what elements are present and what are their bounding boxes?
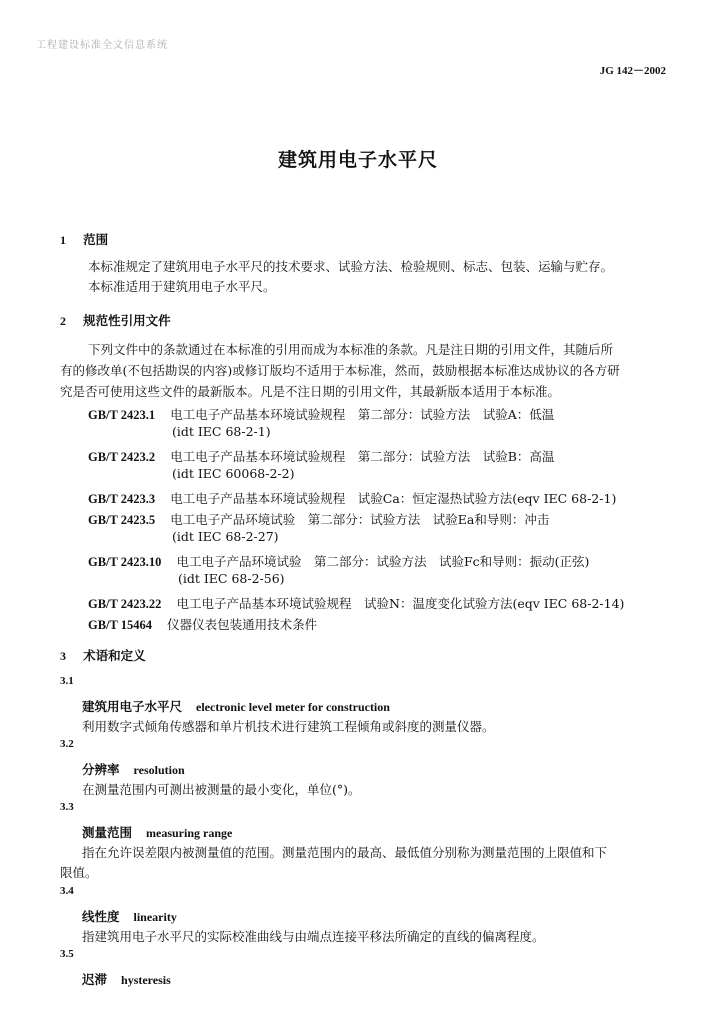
reference-code: GB/T 15464 <box>88 618 153 632</box>
paragraph-line: 有的修改单(不包括勘误的内容)或修订版均不适用于本标准，然而，鼓励根据本标准达成协议的各方研 <box>60 363 620 378</box>
reference-code: GB/T 2423.5 <box>88 513 156 527</box>
section-2-heading <box>60 310 171 329</box>
term-english: measuring range <box>146 826 233 840</box>
reference-item <box>88 404 554 423</box>
term-heading <box>82 696 390 715</box>
paragraph-line: 究是否可使用这些文件的最新版本。凡是不注日期的引用文件，其最新版本适用于本标准。 <box>60 384 561 399</box>
term-english: resolution <box>133 763 185 777</box>
reference-equivalent: (idt IEC 60068-2-2) <box>172 466 295 481</box>
reference-code: GB/T 2423.1 <box>88 408 156 422</box>
term-english: hysteresis <box>121 973 171 987</box>
reference-code: GB/T 2423.22 <box>88 597 162 611</box>
reference-item <box>88 509 549 528</box>
section-title: 范围 <box>83 232 109 247</box>
section-number: 1 <box>60 233 66 247</box>
reference-equivalent: (idt IEC 68-2-27) <box>172 529 279 544</box>
watermark-text: 工程建设标准全文信息系统 <box>36 40 168 51</box>
reference-code: GB/T 2423.2 <box>88 450 156 464</box>
term-heading <box>82 759 185 778</box>
paragraph-line: 本标准适用于建筑用电子水平尺。 <box>88 279 276 294</box>
section-number: 2 <box>60 314 66 328</box>
term-chinese: 线性度 <box>82 909 120 924</box>
term-heading <box>82 822 232 841</box>
term-definition: 利用数字式倾角传感器和单片机技术进行建筑工程倾角或斜度的测量仪器。 <box>82 719 495 734</box>
term-number: 3.5 <box>60 948 74 960</box>
term-definition: 指建筑用电子水平尺的实际校准曲线与由端点连接平移法所确定的直线的偏离程度。 <box>82 929 545 944</box>
section-title: 术语和定义 <box>83 648 146 663</box>
reference-equivalent: (idt IEC 68-2-56) <box>178 571 285 586</box>
page-title: 建筑用电子水平尺 <box>277 149 438 171</box>
reference-title: 电工电子产品基本环境试验规程 第二部分：试验方法 试验A：低温 <box>170 407 555 422</box>
paragraph-line: 下列文件中的条款通过在本标准的引用而成为本标准的条款。凡是注日期的引用文件，其随后所 <box>88 342 614 357</box>
reference-equivalent: (idt IEC 68-2-1) <box>172 424 271 439</box>
term-heading <box>82 969 171 988</box>
term-number: 3.2 <box>60 738 74 750</box>
reference-code: GB/T 2423.3 <box>88 492 156 506</box>
term-number: 3.3 <box>60 801 74 813</box>
reference-item <box>88 614 317 633</box>
term-definition-continued: 限值。 <box>60 865 98 880</box>
term-english: linearity <box>133 910 177 924</box>
term-definition: 指在允许误差限内被测量值的范围。测量范围内的最高、最低值分别称为测量范围的上限值和下 <box>82 845 608 860</box>
section-1-heading <box>60 229 108 248</box>
reference-title: 电工电子产品基本环境试验规程 试验N：温度变化试验方法(eqv IEC 68-2-14) <box>176 596 625 611</box>
term-definition: 在测量范围内可测出被测量的最小变化，单位(°)。 <box>82 782 361 797</box>
term-chinese: 迟滞 <box>82 972 108 987</box>
term-heading <box>82 906 177 925</box>
term-number: 3.1 <box>60 675 74 687</box>
term-chinese: 测量范围 <box>82 825 133 840</box>
reference-title: 电工电子产品环境试验 第二部分：试验方法 试验Ea和导则：冲击 <box>170 512 550 527</box>
section-3-heading <box>60 645 146 664</box>
reference-title: 仪器仪表包装通用技术条件 <box>167 617 318 632</box>
paragraph-line: 本标准规定了建筑用电子水平尺的技术要求、试验方法、检验规则、标志、包装、运输与贮存。 <box>88 259 614 274</box>
term-chinese: 建筑用电子水平尺 <box>82 699 183 714</box>
reference-item <box>88 446 554 465</box>
reference-code: GB/T 2423.10 <box>88 555 162 569</box>
term-chinese: 分辨率 <box>82 762 120 777</box>
reference-item <box>88 593 624 612</box>
term-english: electronic level meter for construction <box>196 700 390 714</box>
reference-title: 电工电子产品基本环境试验规程 试验Ca：恒定湿热试验方法(eqv IEC 68-2-1) <box>170 491 617 506</box>
section-number: 3 <box>60 649 66 663</box>
standard-code: JG 142－2002 <box>599 65 666 77</box>
reference-item <box>88 488 616 507</box>
term-number: 3.4 <box>60 885 74 897</box>
section-title: 规范性引用文件 <box>83 313 171 328</box>
reference-title: 电工电子产品基本环境试验规程 第二部分：试验方法 试验B：高温 <box>170 449 555 464</box>
reference-title: 电工电子产品环境试验 第二部分：试验方法 试验Fc和导则：振动(正弦) <box>176 554 590 569</box>
reference-item <box>88 551 589 570</box>
